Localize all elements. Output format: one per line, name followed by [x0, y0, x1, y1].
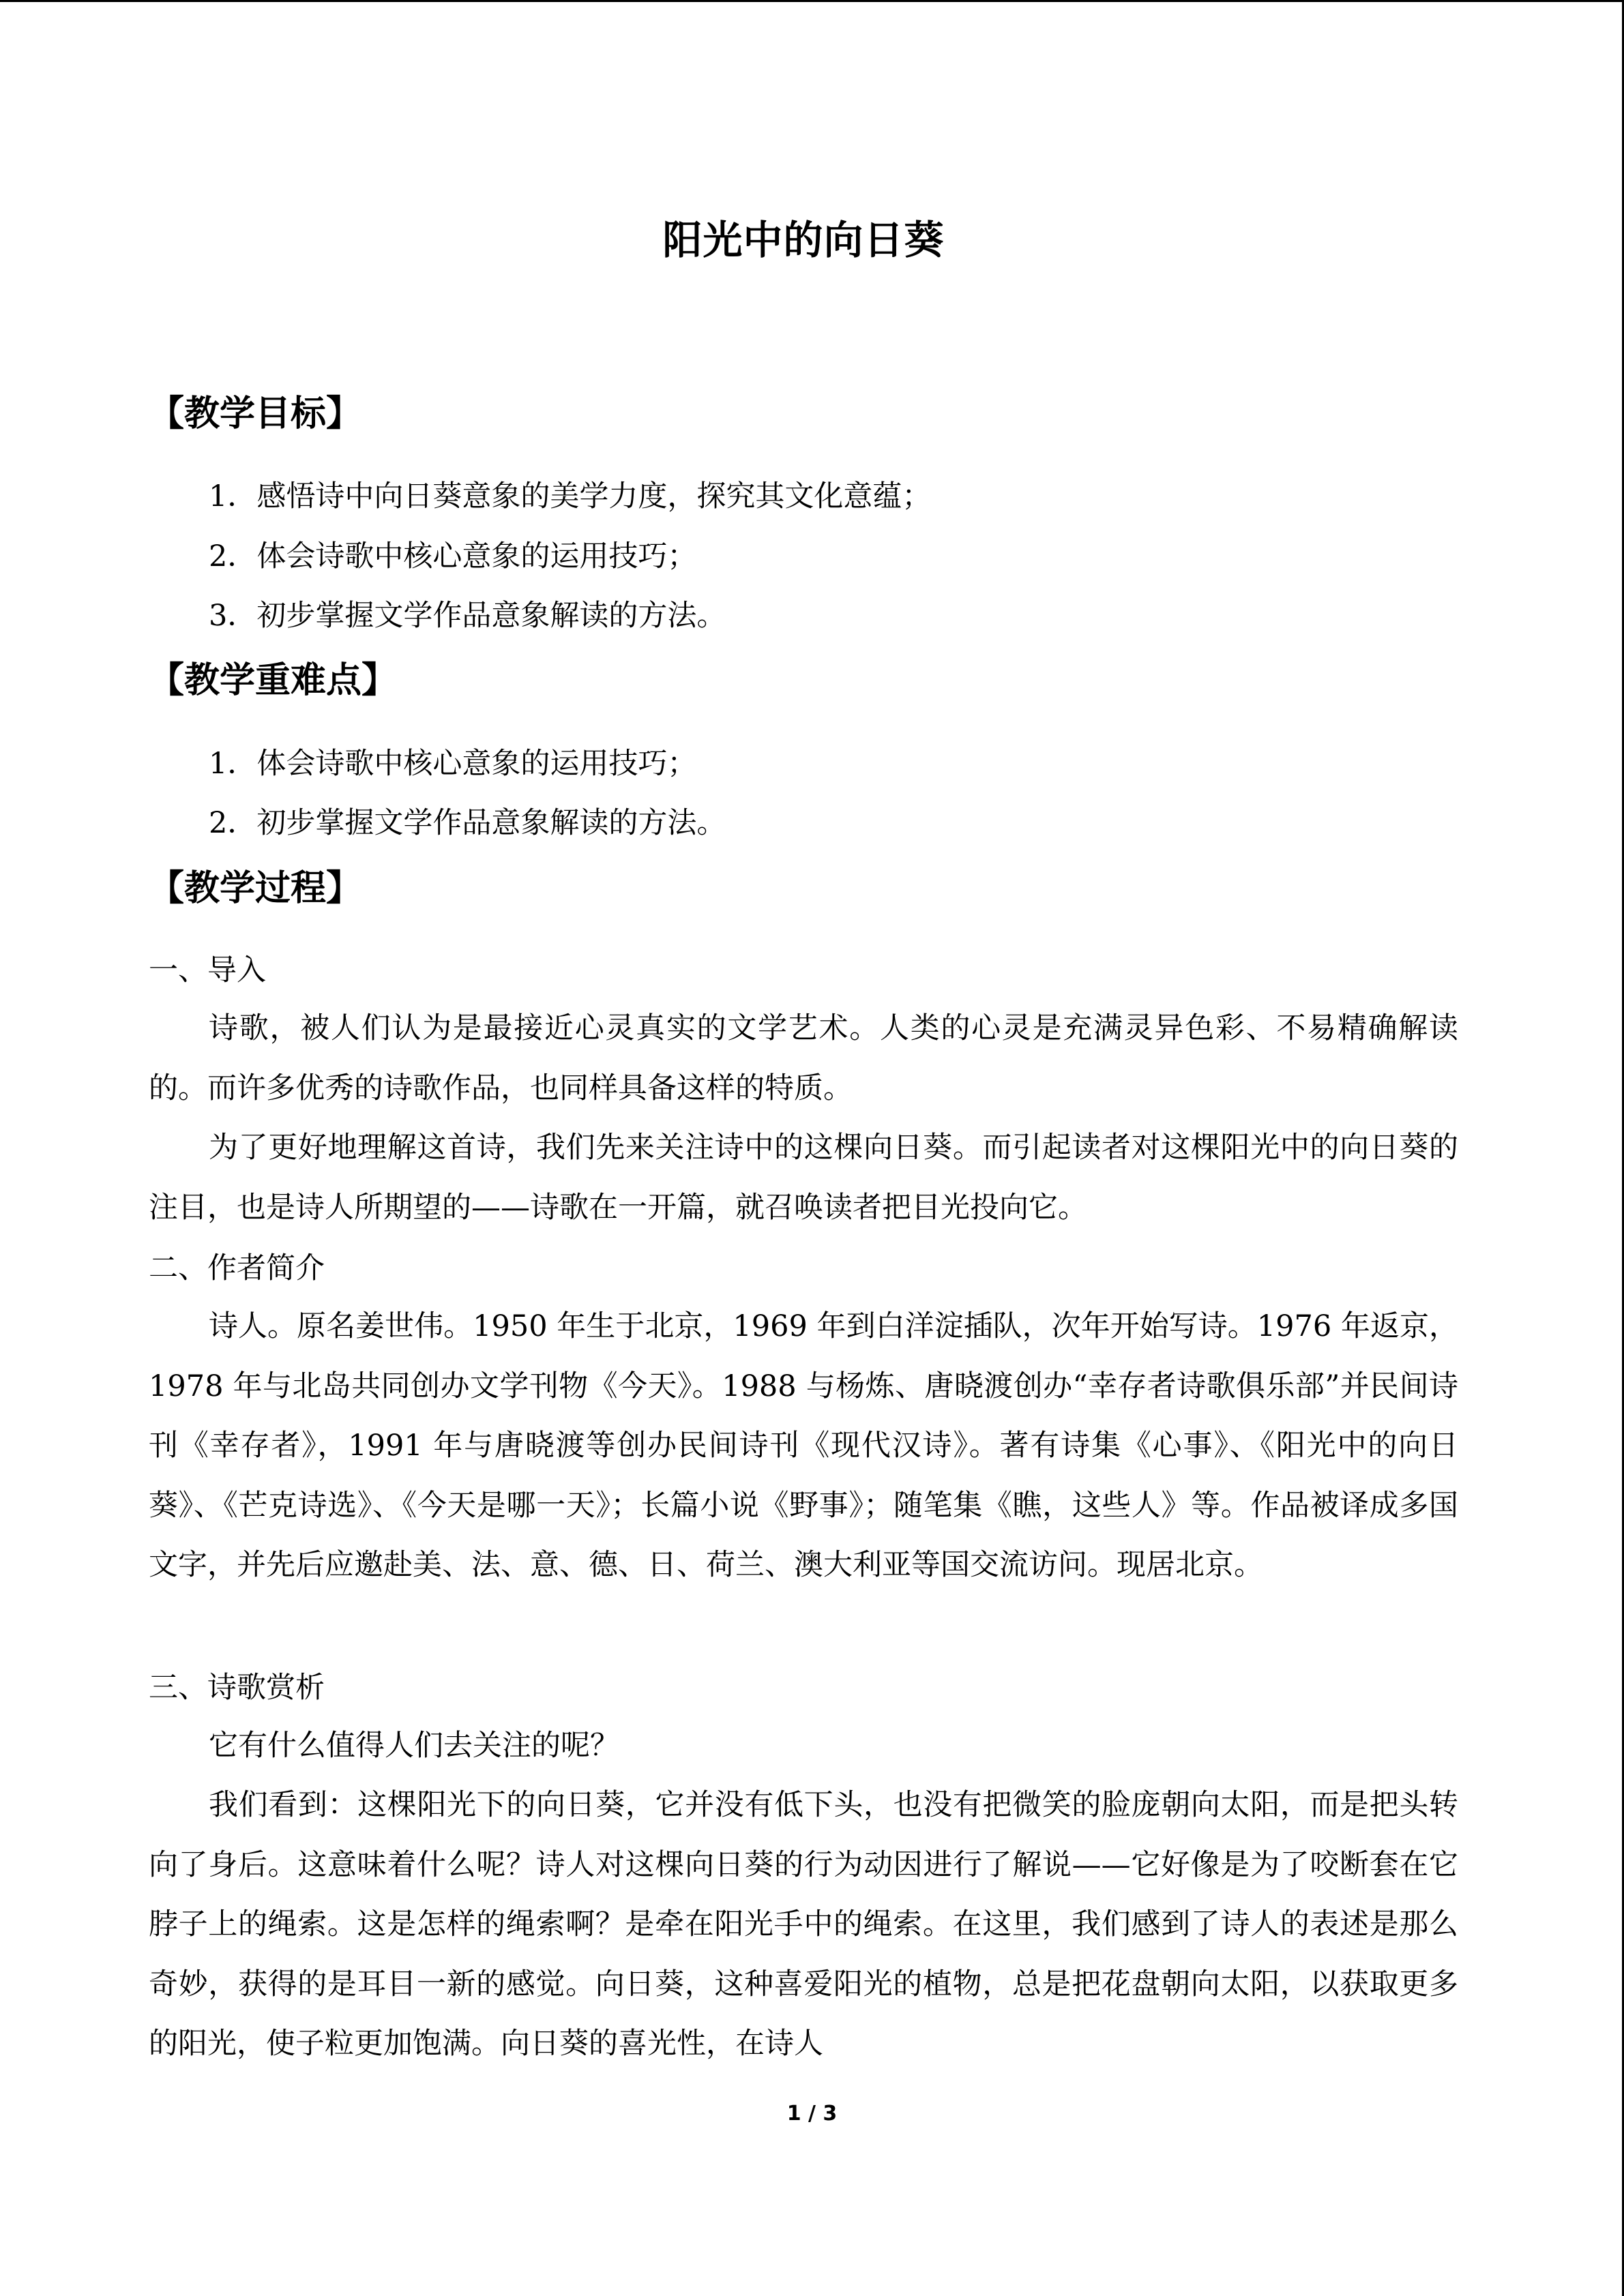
page-number: 1 / 3 — [786, 2102, 838, 2126]
key-point-item-1: 1．体会诗歌中核心意象的运用技巧； — [209, 747, 697, 781]
page-top-border — [0, 0, 1624, 2]
analysis-heading: 三、诗歌赏析 — [149, 1671, 325, 1705]
intro-heading: 一、导入 — [149, 953, 266, 987]
analysis-paragraph-2: 我们看到：这棵阳光下的向日葵，它并没有低下头，也没有把微笑的脸庞朝向太阳，而是把头转向了身后。这意味着什么呢？诗人对这棵向日葵的行为动因进行了解说——它好像是为了咬断套在它脖子上的绳索。这是怎样的绳索啊？是牵在阳光手中的绳索。在这里，我们感到了诗人的表述是那么奇妙，获得的是耳目一新的感觉。向日葵，这种喜爱阳光的植物，总是把花盘朝向太阳，以获取更多的阳光，使子粒更加饱满。向日葵的喜光性，在诗人 — [149, 1788, 1458, 2061]
objective-item-1: 1．感悟诗中向日葵意象的美学力度，探究其文化意蕴； — [209, 479, 932, 513]
intro-paragraph-2: 为了更好地理解这首诗，我们先来关注诗中的这棵向日葵。而引起读者对这棵阳光中的向日葵的注目，也是诗人所期望的——诗歌在一开篇，就召唤读者把目光投向它。 — [149, 1131, 1458, 1225]
key-points-heading: 【教学重难点】 — [149, 660, 398, 701]
author-paragraph: 诗人。原名姜世伟。1950 年生于北京，1969 年到白洋淀插队，次年开始写诗。1976 年返京，1978 年与北岛共同创办文学刊物《今天》。1988 与杨炼、唐晓渡创办“幸存者诗歌俱乐部”并民间诗刊《幸存者》，1991 年与唐晓渡等创办民间诗刊《现代汉诗》。著有诗集《心事》、《阳光中的向日葵》、《芒克诗选》、《今天是哪一天》；长篇小说《野事》；随笔集《瞧，这些人》等。作品被译成多国文字，并先后应邀赴美、法、意、德、日、荷兰、澳大利亚等国交流访问。现居北京。 — [149, 1309, 1458, 1582]
document-title: 阳光中的向日葵 — [662, 217, 945, 263]
author-heading: 二、作者简介 — [149, 1251, 325, 1285]
objective-item-3: 3．初步掌握文学作品意象解读的方法。 — [209, 599, 726, 633]
process-heading: 【教学过程】 — [149, 868, 362, 909]
objective-item-2: 2．体会诗歌中核心意象的运用技巧； — [209, 539, 697, 573]
analysis-paragraph-1: 它有什么值得人们去关注的呢？ — [209, 1729, 619, 1763]
key-point-item-2: 2．初步掌握文学作品意象解读的方法。 — [209, 806, 726, 840]
intro-paragraph-1: 诗歌，被人们认为是最接近心灵真实的文学艺术。人类的心灵是充满灵异色彩、不易精确解读的。而许多优秀的诗歌作品，也同样具备这样的特质。 — [149, 1011, 1458, 1105]
objectives-heading: 【教学目标】 — [149, 393, 362, 434]
